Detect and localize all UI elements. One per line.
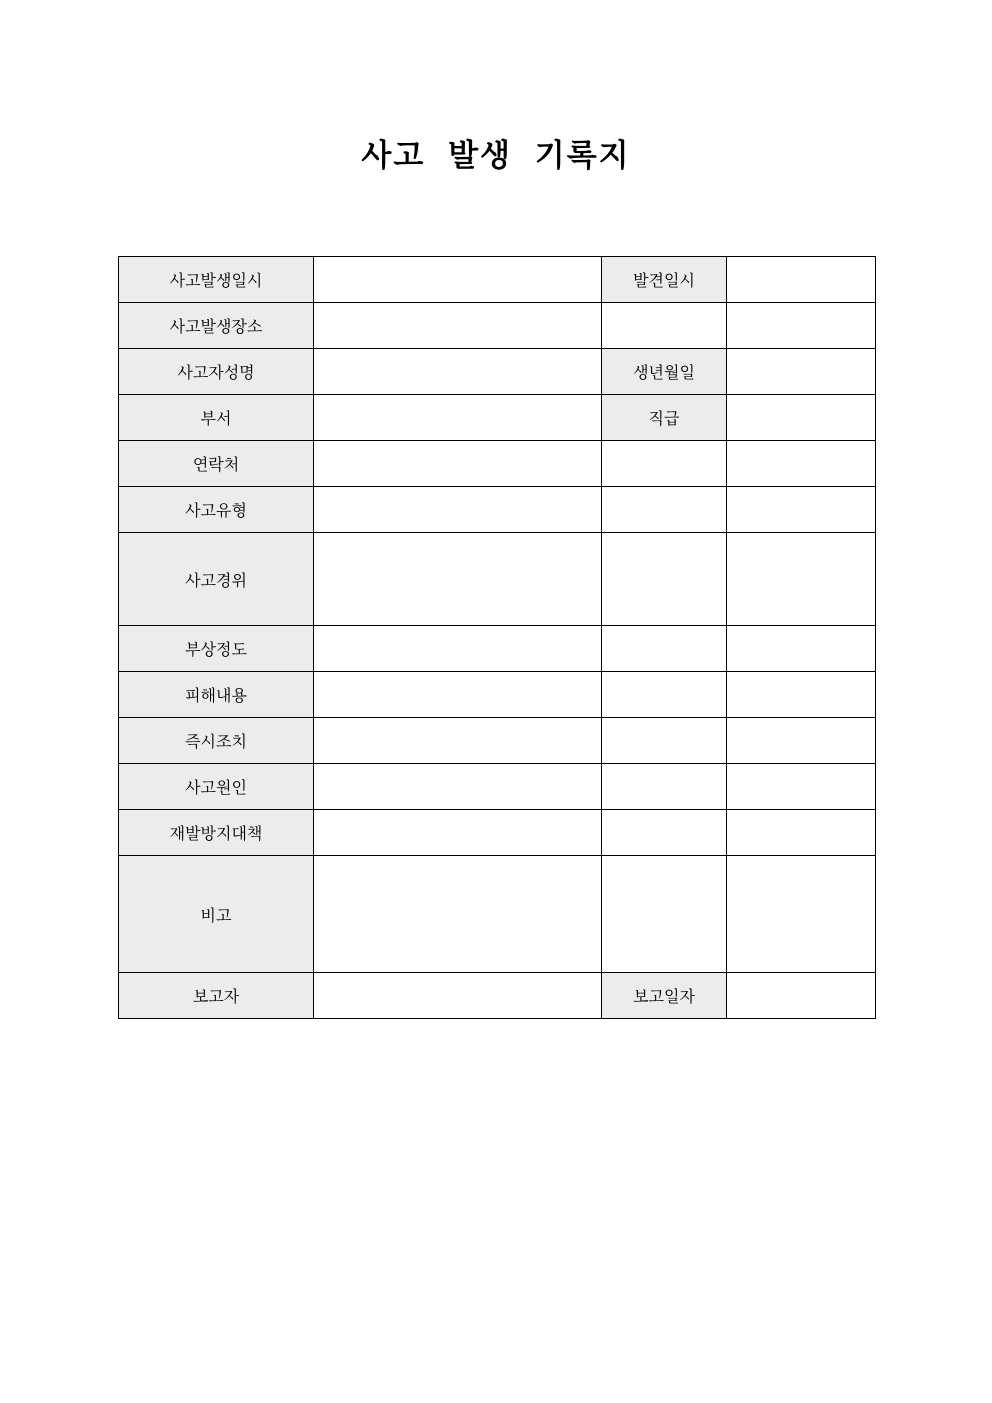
secondary-field-value-cell[interactable] [727,487,876,533]
form-row [119,441,876,487]
form-row [119,764,876,810]
secondary-field-value-cell[interactable] [727,349,876,395]
empty-cell[interactable] [602,626,727,672]
page-title: 사고 발생 기록지 [361,138,631,174]
field-value-cell[interactable] [314,764,602,810]
empty-cell[interactable] [602,672,727,718]
field-label: 재발방지대책 [119,810,314,856]
field-label: 보고자 [119,973,314,1019]
field-value-cell[interactable] [314,487,602,533]
field-value-cell[interactable] [314,441,602,487]
empty-cell[interactable] [602,303,727,349]
secondary-field-label: 발견일시 [602,257,727,303]
empty-cell[interactable] [602,718,727,764]
secondary-field-label: 보고일자 [602,973,727,1019]
form-row [119,718,876,764]
field-label: 즉시조치 [119,718,314,764]
empty-cell[interactable] [602,856,727,973]
field-label: 사고경위 [119,533,314,626]
secondary-field-value-cell[interactable] [727,672,876,718]
field-value-cell[interactable] [314,395,602,441]
secondary-field-value-cell[interactable] [727,810,876,856]
empty-cell[interactable] [602,533,727,626]
empty-cell[interactable] [602,810,727,856]
form-row [119,626,876,672]
form-row [119,349,876,395]
empty-cell[interactable] [602,441,727,487]
secondary-field-value-cell[interactable] [727,856,876,973]
secondary-field-value-cell[interactable] [727,395,876,441]
field-label: 사고발생일시 [119,257,314,303]
field-label: 부서 [119,395,314,441]
form-row [119,672,876,718]
empty-cell[interactable] [602,487,727,533]
secondary-field-value-cell[interactable] [727,533,876,626]
secondary-field-value-cell[interactable] [727,303,876,349]
secondary-field-value-cell[interactable] [727,973,876,1019]
secondary-field-label: 직급 [602,395,727,441]
form-row [119,487,876,533]
form-row [119,303,876,349]
field-value-cell[interactable] [314,349,602,395]
form-row [119,395,876,441]
form-body [119,257,876,1019]
field-label: 사고자성명 [119,349,314,395]
secondary-field-value-cell[interactable] [727,764,876,810]
field-label: 사고발생장소 [119,303,314,349]
field-value-cell[interactable] [314,303,602,349]
secondary-field-value-cell[interactable] [727,257,876,303]
form-row [119,257,876,303]
field-value-cell[interactable] [314,973,602,1019]
form-row [119,810,876,856]
field-value-cell[interactable] [314,856,602,973]
form-row [119,856,876,973]
field-label: 부상정도 [119,626,314,672]
secondary-field-value-cell[interactable] [727,718,876,764]
secondary-field-value-cell[interactable] [727,441,876,487]
field-label: 사고원인 [119,764,314,810]
field-label: 연락처 [119,441,314,487]
secondary-field-value-cell[interactable] [727,626,876,672]
field-value-cell[interactable] [314,257,602,303]
field-value-cell[interactable] [314,718,602,764]
form-row [119,973,876,1019]
field-value-cell[interactable] [314,810,602,856]
field-label: 사고유형 [119,487,314,533]
field-value-cell[interactable] [314,672,602,718]
field-value-cell[interactable] [314,533,602,626]
field-value-cell[interactable] [314,626,602,672]
secondary-field-label: 생년월일 [602,349,727,395]
field-label: 피해내용 [119,672,314,718]
incident-record-form [118,256,876,1019]
field-label: 비고 [119,856,314,973]
form-row [119,533,876,626]
empty-cell[interactable] [602,764,727,810]
